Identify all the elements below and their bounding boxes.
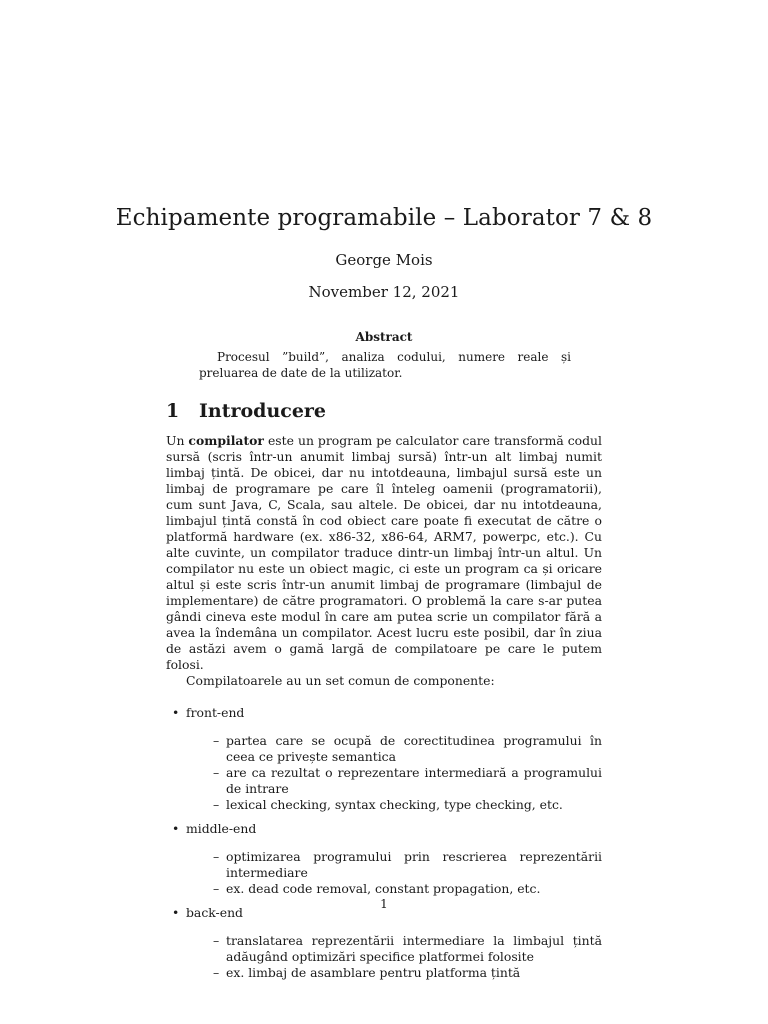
document-title: Echipamente programabile – Laborator 7 & 8 [115,205,653,231]
component-name: back-end [186,905,243,920]
list-item [213,765,602,797]
dash-icon: – [213,881,220,896]
bullet-icon: • [172,905,180,920]
component-name: front-end [186,705,245,720]
list-item [172,705,602,813]
intro-rest: este un program pe calculator care transformă codul sursă (scris într-un anumit limbaj sursă) într-un alt limbaj numit limbaj țintă. De obicei, dar nu intotdeauna, limbajul sursă este un limbaj de programare pe care îl înteleg oamenii (programatorii), cum sunt Java, C, Scala, sau altele. De obicei, dar nu intotdeauna, limbajul țintă constă în cod obiect care poate fi executat de către o platformă hardware (ex. x86-32, x86-64, ARM7, powerpc, etc.). Cu alte cuvinte, un compilator traduce dintr-un limbaj într-un altul. Un compilator nu este un obiect magic, ci este un program ca și oricare altul și este scris într-un anumit limbaj de programare (limbajul de implementare) de către programatori. O problemă la care s-ar putea gândi cineva este modul în care am putea scrie un compilator fără a avea la îndemâna un compilator. Acest lucru este posibil, dar în ziua de astăzi avem o gamă largă de compilatoare pe care le putem folosi. [166,433,602,672]
detail-text: lexical checking, syntax checking, type checking, etc. [226,797,563,812]
section-title: Introducere [199,400,327,422]
list-item [213,881,602,897]
component-details [186,933,602,981]
detail-text: ex. dead code removal, constant propagation, etc. [226,881,541,896]
dash-icon: – [213,765,220,780]
page-number: 1 [380,897,388,911]
bullet-icon: • [172,705,180,720]
list-item [172,905,602,981]
component-name: middle-end [186,821,257,836]
dash-icon: – [213,965,220,980]
detail-text: optimizarea programului prin rescrierea reprezentării intermediare [226,849,602,880]
list-item [172,821,602,897]
list-item [213,849,602,881]
detail-text: partea care se ocupă de corectitudinea programului în ceea ce privește semantica [226,733,602,764]
section-number: 1 [166,400,180,422]
component-details [186,733,602,813]
bullet-icon: • [172,821,180,836]
abstract-text: Procesul ”build”, analiza codului, numere reale și preluarea de date de la utilizator. [199,350,571,380]
list-item [213,933,602,965]
document-date: November 12, 2021 [308,283,460,301]
components-paragraph: Compilatoarele au un set comun de componente: [186,673,495,688]
list-item [213,797,602,813]
component-details [186,849,602,897]
dash-icon: – [213,797,220,812]
dash-icon: – [213,733,220,748]
section-heading [166,400,326,422]
dash-icon: – [213,933,220,948]
detail-text: are ca rezultat o reprezentare intermediară a programului de intrare [226,765,602,796]
intro-lead: Un [166,433,189,448]
abstract-heading: Abstract [355,330,413,344]
intro-paragraph [166,433,602,673]
intro-bold-term: compilator [188,433,264,448]
detail-text: ex. limbaj de asamblare pentru platforma țintă [226,965,521,980]
list-item [213,733,602,765]
detail-text: translatarea reprezentării intermediare la limbajul țintă adăugând optimizări specifice platformei folosite [226,933,602,964]
dash-icon: – [213,849,220,864]
components-list [166,705,602,981]
author-name: George Mois [335,251,433,269]
list-item [213,965,602,981]
